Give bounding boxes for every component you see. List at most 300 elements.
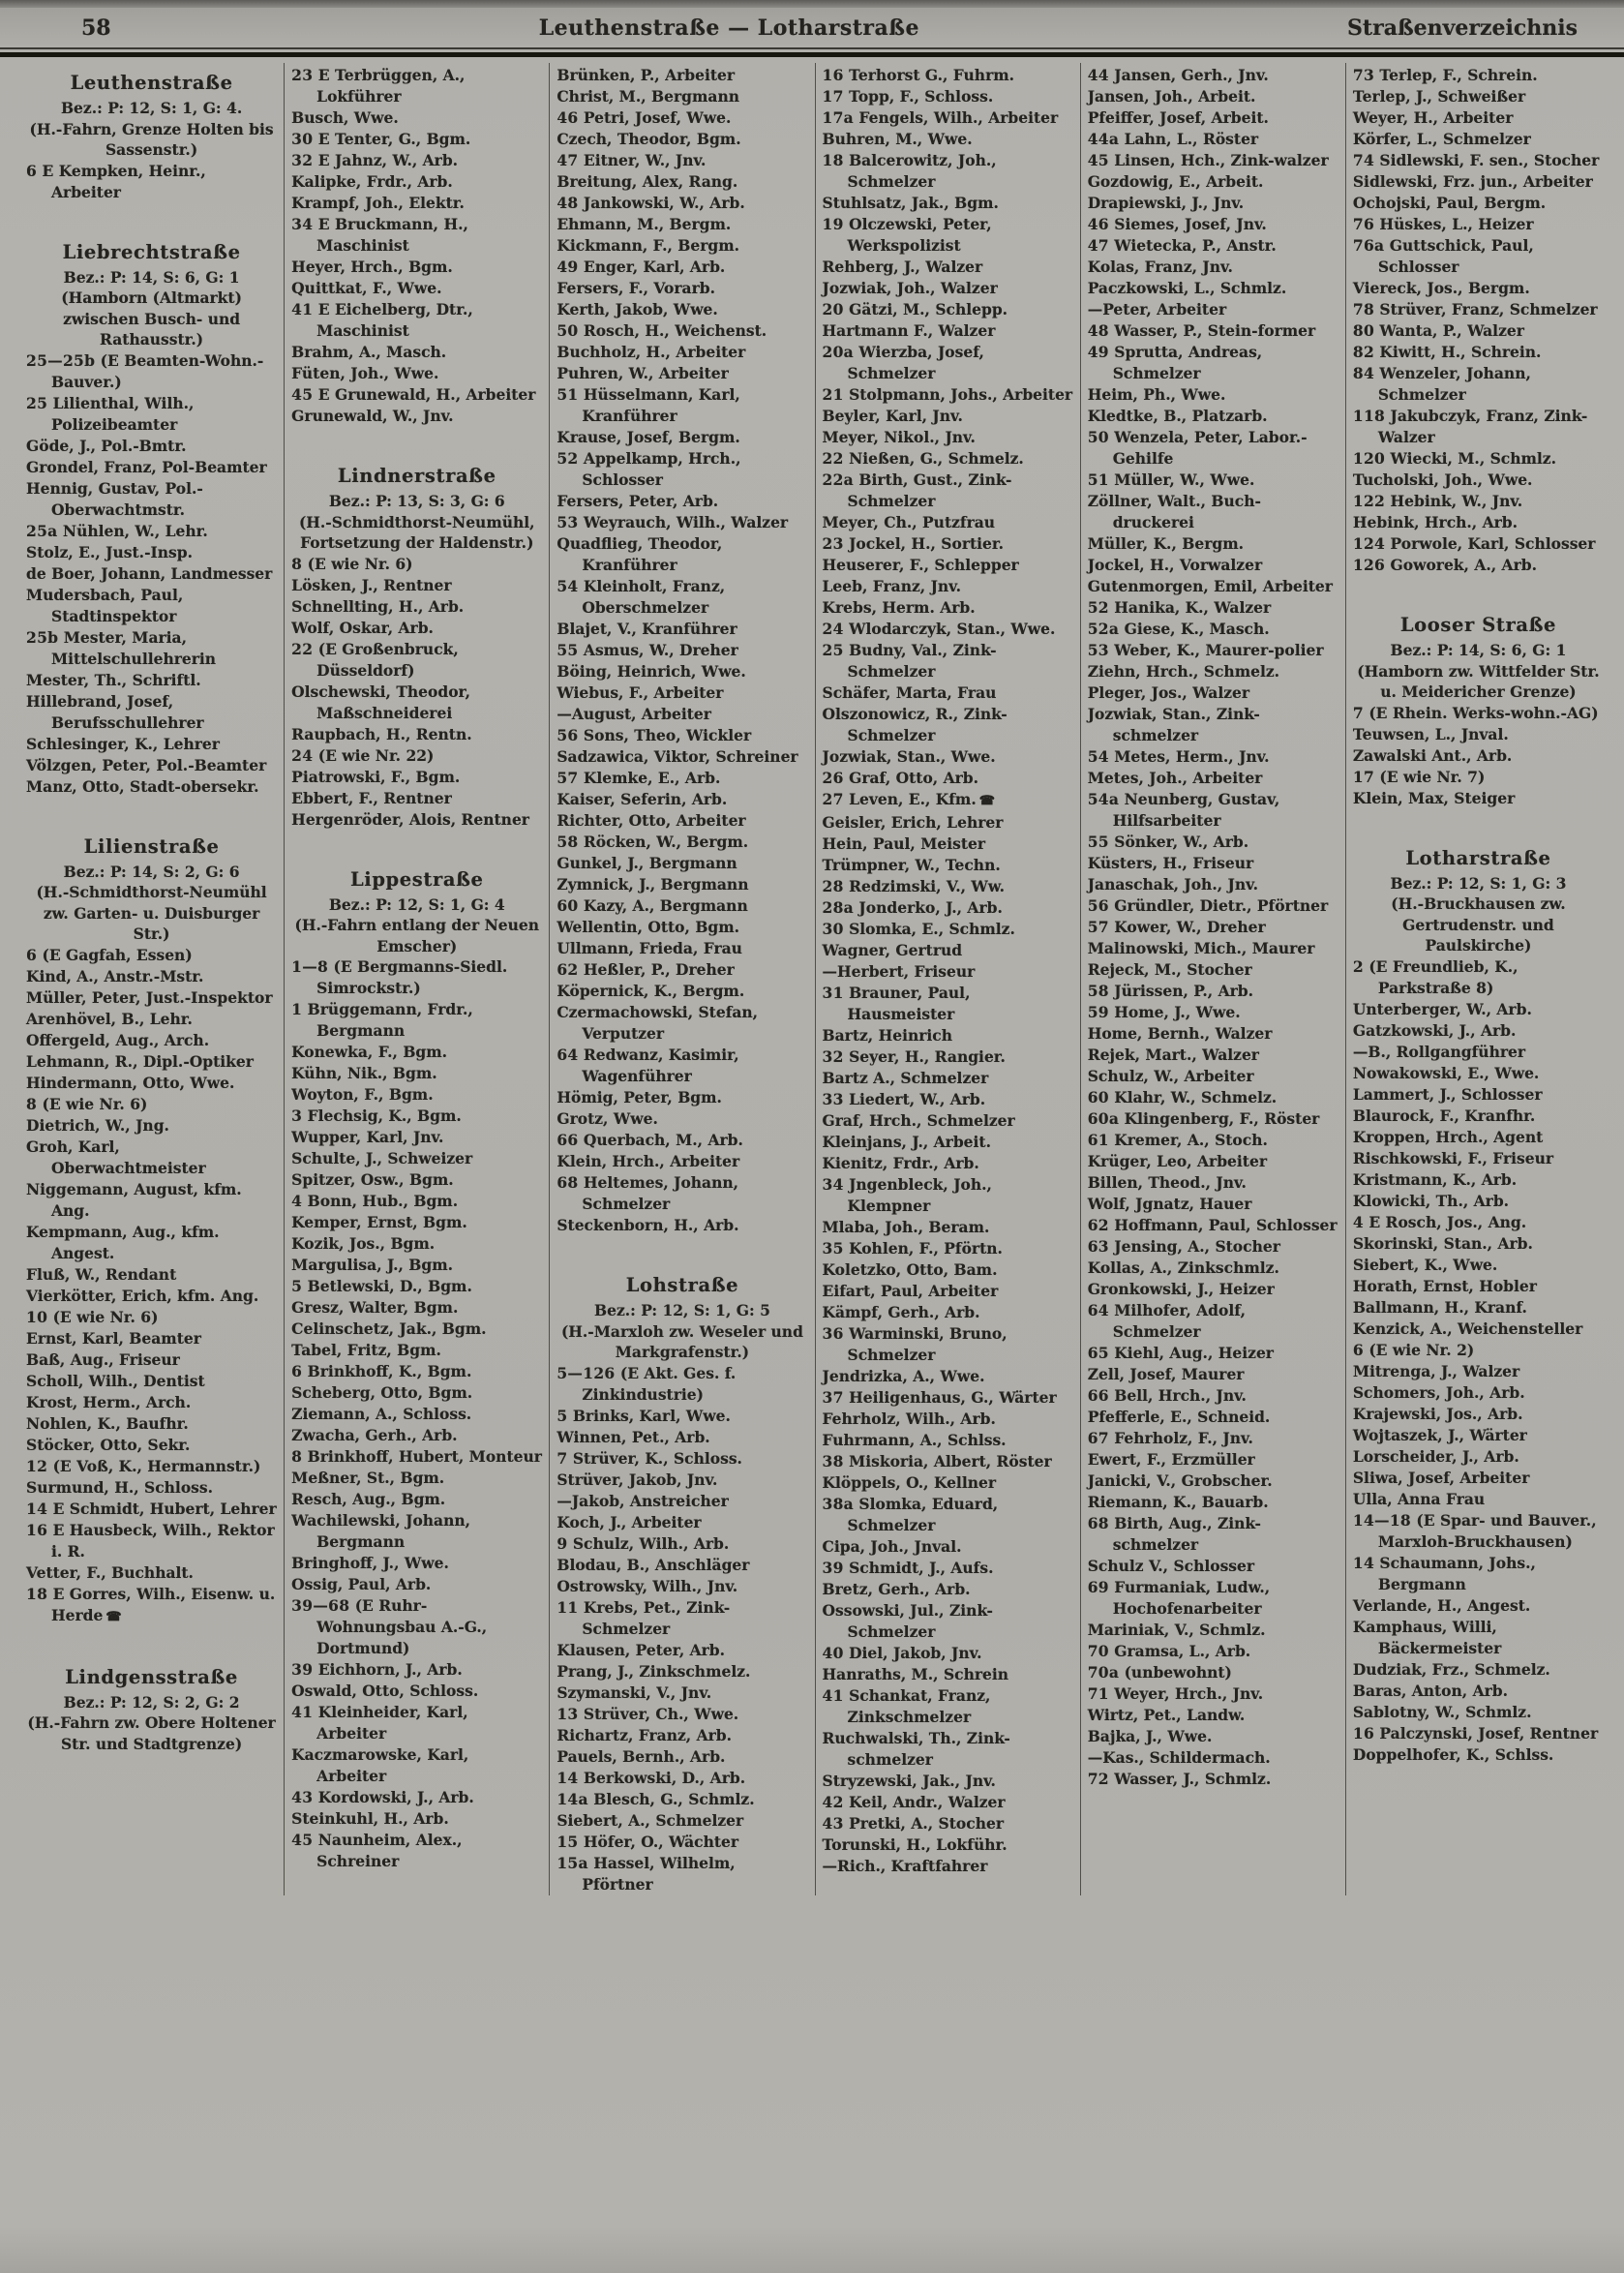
directory-entry: Böing, Heinrich, Wwe. bbox=[556, 662, 746, 681]
directory-entry: 14 Berkowski, D., Arb. bbox=[556, 1768, 746, 1787]
house-number: 60 bbox=[1087, 1088, 1109, 1106]
directory-entry: Olschewski, Theodor, Maßschneiderei bbox=[291, 682, 470, 722]
house-number: 6 bbox=[1352, 1340, 1364, 1359]
directory-entry: Kledtke, B., Platzarb. bbox=[1087, 407, 1268, 425]
house-number: 11 bbox=[556, 1597, 579, 1617]
directory-entry: 28a Jonderko, J., Arb. bbox=[822, 898, 1003, 917]
directory-entry: 6 Brinkhoff, K., Bgm. bbox=[291, 1362, 472, 1380]
district-info: (H.-Fahrn zw. Obere Holtener Str. und Stadtgrenze) bbox=[27, 1713, 276, 1753]
directory-entry: Heim, Ph., Wwe. bbox=[1087, 385, 1226, 404]
directory-entry: Gatzkowski, J., Arb. bbox=[1352, 1020, 1517, 1040]
house-number: 8 bbox=[291, 554, 303, 573]
district-info: Bez.: P: 14, S: 6, G: 1 bbox=[63, 267, 240, 287]
directory-entry: Gunkel, J., Bergmann bbox=[556, 854, 737, 872]
directory-entry: 84 Wenzeler, Johann, Schmelzer bbox=[1352, 364, 1531, 404]
house-number: 14 bbox=[26, 1499, 48, 1518]
directory-entry: Bajka, J., Wwe. bbox=[1087, 1727, 1213, 1745]
directory-entry: Kolas, Franz, Jnv. bbox=[1087, 258, 1233, 276]
directory-entry: Mitrenga, J., Walzer bbox=[1352, 1361, 1520, 1380]
house-number: 28 bbox=[822, 877, 844, 895]
house-number: 15a bbox=[556, 1853, 588, 1872]
directory-entry: Kemper, Ernst, Bgm. bbox=[291, 1213, 467, 1231]
directory-entry: Buhren, M., Wwe. bbox=[822, 130, 973, 148]
directory-entry: Lehmann, R., Dipl.-Optiker bbox=[26, 1051, 254, 1071]
house-number: 7 bbox=[556, 1448, 568, 1468]
directory-entry: Zawalski Ant., Arb. bbox=[1352, 745, 1513, 765]
directory-entry: Szymanski, V., Jnv. bbox=[556, 1682, 712, 1702]
house-number: 56 bbox=[556, 726, 579, 744]
directory-entry: 1 Brüggemann, Frdr., Bergmann bbox=[291, 1000, 473, 1040]
house-number: 74 bbox=[1352, 151, 1375, 169]
directory-entry: 55 Sönker, W., Arb. bbox=[1087, 833, 1249, 851]
directory-entry: 44a Lahn, L., Röster bbox=[1087, 130, 1259, 148]
directory-entry: 31 Brauner, Paul, Hausmeister bbox=[822, 984, 971, 1023]
directory-entry: Füten, Joh., Wwe. bbox=[291, 364, 439, 382]
column-container bbox=[0, 57, 1624, 1895]
directory-entry: Bartz A., Schmelzer bbox=[822, 1069, 989, 1087]
directory-entry: Geisler, Erich, Lehrer bbox=[822, 813, 1004, 832]
directory-entry: Fluß, W., Rendant bbox=[26, 1264, 177, 1284]
house-number: 34 bbox=[291, 215, 314, 233]
directory-entry: 17 Topp, F., Schloss. bbox=[822, 87, 994, 106]
directory-entry: Lösken, J., Rentner bbox=[291, 575, 452, 594]
house-number: 46 bbox=[1087, 215, 1109, 233]
directory-entry: Klausen, Peter, Arb. bbox=[556, 1640, 726, 1659]
house-number: 4 bbox=[291, 1192, 303, 1210]
directory-entry: 58 Röcken, W., Bergm. bbox=[556, 833, 749, 851]
directory-entry: 34 E Bruckmann, H., Maschinist bbox=[291, 215, 468, 255]
house-number: 50 bbox=[556, 321, 579, 340]
directory-entry: —B., Rollgangführer bbox=[1352, 1042, 1526, 1061]
district-info: (H.-Schmidthorst-Neumühl, Fortsetzung der Haldenstr.) bbox=[298, 512, 535, 552]
house-number: 30 bbox=[822, 920, 844, 938]
directory-entry: Wellentin, Otto, Bgm. bbox=[556, 918, 740, 936]
directory-entry: 36 Warminski, Bruno, Schmelzer bbox=[822, 1324, 1007, 1364]
house-number: 54a bbox=[1087, 790, 1120, 808]
directory-entry: 44 Jansen, Gerh., Jnv. bbox=[1087, 66, 1269, 84]
directory-entry: 33 Liedert, W., Arb. bbox=[822, 1090, 986, 1108]
directory-entry: 66 Querbach, M., Arb. bbox=[556, 1131, 743, 1149]
house-number: 14 bbox=[556, 1768, 579, 1787]
directory-entry: 58 Jürissen, P., Arb. bbox=[1087, 982, 1253, 1000]
house-number: 70 bbox=[1087, 1642, 1109, 1660]
house-number: 49 bbox=[1087, 343, 1109, 361]
house-number: 72 bbox=[1087, 1770, 1109, 1788]
directory-entry: 20a Wierzba, Josef, Schmelzer bbox=[822, 343, 984, 382]
section-gap bbox=[26, 1628, 277, 1659]
directory-entry: Zwacha, Gerh., Arb. bbox=[291, 1426, 458, 1444]
house-number: 8 bbox=[26, 1094, 38, 1113]
directory-entry: Buchholz, H., Arbeiter bbox=[556, 343, 746, 361]
house-number: 17 bbox=[1352, 767, 1375, 786]
directory-entry: Raupbach, H., Rentn. bbox=[291, 724, 472, 743]
directory-entry: Leeb, Franz, Jnv. bbox=[822, 577, 962, 595]
district-info: (H.-Fahrn entlang der Neuen Emscher) bbox=[294, 916, 540, 955]
directory-entry: Eifart, Paul, Arbeiter bbox=[822, 1282, 999, 1300]
house-number: 13 bbox=[556, 1704, 579, 1723]
directory-entry: Janaschak, Joh., Jnv. bbox=[1087, 875, 1258, 894]
house-number: 40 bbox=[822, 1644, 844, 1662]
directory-entry: 2 (E Freundlieb, K., Parkstraße 8) bbox=[1352, 956, 1519, 997]
directory-entry: 57 Kower, W., Dreher bbox=[1087, 918, 1266, 936]
directory-entry: Olszonowicz, R., Zink-Schmelzer bbox=[822, 705, 1007, 744]
directory-entry: Krost, Herm., Arch. bbox=[26, 1392, 192, 1411]
directory-entry: 4 E Rosch, Jos., Ang. bbox=[1352, 1212, 1527, 1231]
directory-entry: Kind, A., Anstr.-Mstr. bbox=[26, 966, 204, 985]
house-number: 3 bbox=[291, 1106, 303, 1125]
house-number: 60a bbox=[1087, 1109, 1120, 1128]
street-heading: Liebrechtstraße bbox=[62, 240, 241, 263]
house-number: 12 bbox=[26, 1456, 48, 1475]
directory-entry: —Kas., Schildermach. bbox=[1087, 1748, 1271, 1767]
directory-entry: Ballmann, H., Kranf. bbox=[1352, 1297, 1527, 1317]
house-number: 18 bbox=[822, 151, 844, 169]
house-number: 52a bbox=[1087, 620, 1120, 638]
house-number: 16 bbox=[1352, 1723, 1375, 1743]
directory-entry: Grondel, Franz, Pol-Beamter bbox=[26, 457, 267, 476]
directory-entry: Mester, Th., Schriftl. bbox=[26, 670, 201, 689]
directory-entry: 124 Porwole, Karl, Schlosser bbox=[1352, 534, 1596, 553]
house-number: 61 bbox=[1087, 1131, 1109, 1149]
house-number: 5 bbox=[291, 1277, 303, 1295]
house-number: 70a bbox=[1087, 1663, 1120, 1682]
directory-entry: 51 Hüsselmann, Karl, Kranführer bbox=[556, 385, 740, 425]
directory-entry: Koch, J., Arbeiter bbox=[556, 1512, 702, 1531]
house-number: 7 bbox=[1352, 703, 1364, 722]
directory-entry: —Jakob, Anstreicher bbox=[556, 1491, 729, 1510]
house-number: 25a bbox=[26, 521, 58, 540]
house-number: 62 bbox=[556, 960, 579, 979]
directory-entry: 61 Kremer, A., Stoch. bbox=[1087, 1131, 1268, 1149]
house-number: 25 bbox=[822, 641, 844, 659]
directory-entry: Meyer, Ch., Putzfrau bbox=[822, 513, 996, 531]
scan-edge bbox=[0, 0, 1624, 8]
house-number: 18 bbox=[26, 1584, 48, 1603]
directory-entry: Koletzko, Otto, Bam. bbox=[822, 1260, 998, 1279]
directory-entry: 67 Fehrholz, F., Jnv. bbox=[1087, 1429, 1253, 1447]
house-number: 48 bbox=[1087, 321, 1109, 340]
directory-entry: Kleinjans, J., Arbeit. bbox=[822, 1133, 991, 1151]
directory-entry: Wolf, Jgnatz, Hauer bbox=[1087, 1195, 1252, 1213]
house-number: 71 bbox=[1087, 1684, 1109, 1703]
page-number: 58 bbox=[81, 15, 111, 41]
house-number: 52 bbox=[556, 449, 579, 468]
directory-entry: 38 Miskoria, Albert, Röster bbox=[822, 1452, 1052, 1470]
directory-entry: 20 Gätzi, M., Schlepp. bbox=[822, 300, 1008, 318]
directory-entry: 27 Leven, E., Kfm. ☎ bbox=[822, 790, 995, 808]
street-heading: Lippestraße bbox=[350, 867, 484, 891]
directory-entry: Hanraths, M., Schrein bbox=[822, 1665, 1009, 1683]
directory-entry: 28 Redzimski, V., Ww. bbox=[822, 877, 1005, 895]
house-number: 36 bbox=[822, 1324, 844, 1343]
directory-entry: Hindermann, Otto, Wwe. bbox=[26, 1073, 235, 1092]
directory-entry: Gronkowski, J., Heizer bbox=[1087, 1280, 1275, 1298]
directory-entry: 16 Terhorst G., Fuhrm. bbox=[822, 66, 1015, 84]
directory-entry: Kalipke, Frdr., Arb. bbox=[291, 172, 453, 191]
directory-entry: 40 Diel, Jakob, Jnv. bbox=[822, 1644, 982, 1662]
directory-entry: 22 Nießen, G., Schmelz. bbox=[822, 449, 1024, 468]
section-gap bbox=[1353, 576, 1604, 607]
directory-entry: 7 Strüver, K., Schloss. bbox=[556, 1448, 742, 1468]
district-info: (H.-Fahrn, Grenze Holten bis Sassenstr.) bbox=[29, 119, 274, 159]
directory-entry: 65 Kiehl, Aug., Heizer bbox=[1087, 1344, 1274, 1362]
directory-entry: 41 E Eichelberg, Dtr., Maschinist bbox=[291, 300, 473, 340]
directory-entry: Schulz V., Schlosser bbox=[1087, 1557, 1255, 1575]
house-number: 57 bbox=[1087, 918, 1109, 936]
directory-entry: Mlaba, Joh., Beram. bbox=[822, 1218, 990, 1236]
directory-entry: Wirtz, Pet., Landw. bbox=[1087, 1706, 1246, 1724]
directory-entry: 22 (E Großenbruck, Düsseldorf) bbox=[291, 639, 459, 680]
directory-entry: 43 Kordowski, J., Arb. bbox=[291, 1788, 474, 1806]
house-number: 32 bbox=[822, 1047, 844, 1066]
directory-entry: 82 Kiwitt, H., Schrein. bbox=[1352, 343, 1542, 361]
directory-entry: 62 Hoffmann, Paul, Schlosser bbox=[1087, 1216, 1338, 1234]
directory-entry: 1—8 (E Bergmanns-Siedl. Simrockstr.) bbox=[291, 957, 508, 997]
directory-entry: Quittkat, F., Wwe. bbox=[291, 279, 442, 297]
directory-entry: 16 E Hausbeck, Wilh., Rektor i. R. bbox=[26, 1520, 275, 1561]
directory-entry: 6 (E wie Nr. 2) bbox=[1352, 1340, 1475, 1359]
directory-entry: Dietrich, W., Jng. bbox=[26, 1115, 169, 1135]
directory-entry: Pfefferle, E., Schneid. bbox=[1087, 1408, 1271, 1426]
house-number: 63 bbox=[1087, 1237, 1109, 1256]
house-number: 28a bbox=[822, 898, 855, 917]
header-rule-thin bbox=[0, 47, 1624, 49]
directory-entry: Jozwiak, Stan., Zink-schmelzer bbox=[1087, 705, 1260, 744]
directory-entry: Sadzawica, Viktor, Schreiner bbox=[556, 747, 798, 766]
district-info: Bez.: P: 12, S: 1, G: 4 bbox=[328, 894, 505, 914]
house-number: 25—25b bbox=[26, 350, 96, 370]
house-number: 38 bbox=[822, 1452, 844, 1470]
directory-entry: Ruchwalski, Th., Zink-schmelzer bbox=[822, 1729, 1010, 1769]
house-number: 54 bbox=[1087, 747, 1109, 766]
house-number: 59 bbox=[1087, 1003, 1109, 1021]
directory-entry: Grunewald, W., Jnv. bbox=[291, 407, 454, 425]
directory-entry: Richartz, Franz, Arb. bbox=[556, 1725, 733, 1744]
directory-entry: 24 (E wie Nr. 22) bbox=[291, 745, 435, 765]
directory-entry: Völzgen, Peter, Pol.-Beamter bbox=[26, 755, 267, 774]
house-number: 54 bbox=[556, 577, 579, 595]
directory-entry: Fersers, F., Vorarb. bbox=[556, 279, 715, 297]
house-number: 76 bbox=[1352, 215, 1375, 233]
directory-entry: 42 Keil, Andr., Walzer bbox=[822, 1793, 1006, 1811]
directory-entry: 38a Slomka, Eduard, Schmelzer bbox=[822, 1495, 999, 1534]
directory-entry: Wojtaszek, J., Wärter bbox=[1352, 1425, 1527, 1444]
directory-entry: Blodau, B., Anschläger bbox=[556, 1555, 750, 1574]
house-number: 51 bbox=[1087, 470, 1109, 489]
directory-entry: Ostrowsky, Wilh., Jnv. bbox=[556, 1576, 738, 1595]
directory-entry: 15a Hassel, Wilhelm, Pförtner bbox=[556, 1853, 736, 1894]
section-gap bbox=[26, 798, 277, 829]
directory-entry: Rehberg, J., Walzer bbox=[822, 258, 983, 276]
directory-entry: Janicki, V., Grobscher. bbox=[1087, 1471, 1273, 1490]
directory-entry: 70a (unbewohnt) bbox=[1087, 1663, 1232, 1682]
directory-entry: 25a Nühlen, W., Lehr. bbox=[26, 521, 208, 540]
directory-entry: 4 Bonn, Hub., Bgm. bbox=[291, 1192, 459, 1210]
directory-entry: 16 Palczynski, Josef, Rentner bbox=[1352, 1723, 1599, 1743]
directory-entry: Drapiewski, J., Jnv. bbox=[1087, 194, 1245, 212]
house-number: 14a bbox=[556, 1789, 588, 1808]
directory-entry: Czermachowski, Stefan, Verputzer bbox=[556, 1003, 759, 1043]
directory-entry: 30 Slomka, E., Schmlz. bbox=[822, 920, 1015, 938]
house-number: 39 bbox=[291, 1660, 314, 1679]
directory-entry: Kroppen, Hrch., Agent bbox=[1352, 1127, 1544, 1146]
directory-entry: 72 Wasser, J., Schmlz. bbox=[1087, 1770, 1272, 1788]
directory-entry: 34 Jngenbleck, Joh., Klempner bbox=[822, 1175, 992, 1215]
directory-entry: Nohlen, K., Baufhr. bbox=[26, 1413, 189, 1433]
directory-entry: 74 Sidlewski, F. sen., Stocher bbox=[1352, 151, 1600, 169]
directory-entry: 60 Kazy, A., Bergmann bbox=[556, 896, 748, 915]
directory-entry: Fuhrmann, A., Schlss. bbox=[822, 1431, 1007, 1449]
directory-entry: Piatrowski, F., Bgm. bbox=[291, 767, 461, 786]
directory-entry: Stöcker, Otto, Sekr. bbox=[26, 1435, 191, 1454]
house-number: 1 bbox=[291, 1000, 303, 1018]
directory-entry: Jozwiak, Joh., Walzer bbox=[822, 279, 998, 297]
directory-entry: 30 E Tenter, G., Bgm. bbox=[291, 130, 471, 148]
district-info: Bez.: P: 14, S: 2, G: 6 bbox=[63, 862, 240, 881]
directory-entry: Malinowski, Mich., Maurer bbox=[1087, 939, 1315, 957]
house-number: 58 bbox=[556, 833, 579, 851]
directory-entry: Kienitz, Frdr., Arb. bbox=[822, 1154, 979, 1172]
house-number: 69 bbox=[1087, 1578, 1109, 1596]
directory-entry: 50 Rosch, H., Weichenst. bbox=[556, 321, 767, 340]
page-title: Leuthenstraße — Lotharstraße bbox=[538, 15, 919, 41]
directory-entry: Siebert, K., Wwe. bbox=[1352, 1255, 1498, 1274]
directory-entry: Breitung, Alex, Rang. bbox=[556, 172, 738, 191]
directory-entry: 39 Schmidt, J., Aufs. bbox=[822, 1559, 994, 1577]
directory-entry: Cipa, Joh., Jnval. bbox=[822, 1537, 962, 1556]
directory-entry: Christ, M., Bergmann bbox=[556, 87, 739, 106]
house-number: 10 bbox=[26, 1307, 48, 1326]
directory-entry: 78 Strüver, Franz, Schmelzer bbox=[1352, 300, 1598, 318]
directory-entry: Müller, K., Bergm. bbox=[1087, 534, 1245, 553]
house-number: 6 bbox=[26, 945, 38, 964]
directory-entry: —Rich., Kraftfahrer bbox=[822, 1857, 988, 1875]
directory-entry: Zymnick, J., Bergmann bbox=[556, 875, 749, 894]
house-number: 20 bbox=[822, 300, 844, 318]
directory-entry: Hein, Paul, Meister bbox=[822, 834, 986, 853]
directory-entry: Viereck, Jos., Bergm. bbox=[1352, 279, 1530, 297]
house-number: 16 bbox=[26, 1520, 48, 1539]
directory-entry: 54a Neunberg, Gustav, Hilfsarbeiter bbox=[1087, 790, 1280, 830]
directory-entry: Kaczmarowske, Karl, Arbeiter bbox=[291, 1745, 469, 1785]
section-gap bbox=[291, 831, 542, 862]
directory-entry: Skorinski, Stan., Arb. bbox=[1352, 1233, 1533, 1253]
directory-entry: Wupper, Karl, Jnv. bbox=[291, 1128, 444, 1146]
directory-entry: 53 Weber, K., Maurer-polier bbox=[1087, 641, 1324, 659]
directory-entry: 69 Furmaniak, Ludw., Hochofenarbeiter bbox=[1087, 1578, 1271, 1618]
directory-entry: 14a Blesch, G., Schmlz. bbox=[556, 1789, 755, 1808]
directory-entry: Puhren, W., Arbeiter bbox=[556, 364, 729, 382]
house-number: 118 bbox=[1352, 407, 1386, 425]
directory-entry: Kerth, Jakob, Wwe. bbox=[556, 300, 718, 318]
directory-entry: 39 Eichhorn, J., Arb. bbox=[291, 1660, 463, 1679]
directory-entry: 32 Seyer, H., Rangier. bbox=[822, 1047, 1006, 1066]
street-heading: Lilienstraße bbox=[83, 834, 220, 858]
directory-entry: 45 Naunheim, Alex., Schreiner bbox=[291, 1831, 463, 1870]
directory-entry: Schulz, W., Arbeiter bbox=[1087, 1067, 1254, 1085]
house-number: 68 bbox=[1087, 1514, 1109, 1532]
directory-entry: 41 Kleinheider, Karl, Arbeiter bbox=[291, 1703, 468, 1743]
house-number: 122 bbox=[1352, 492, 1386, 510]
directory-entry: 39—68 (E Ruhr-Wohnungsbau A.-G., Dortmund) bbox=[291, 1596, 488, 1657]
directory-entry: Torunski, H., Lokführ. bbox=[822, 1835, 1007, 1854]
directory-entry: Surmund, H., Schloss. bbox=[26, 1477, 214, 1497]
directory-entry: Vetter, F., Buchhalt. bbox=[26, 1562, 194, 1582]
directory-entry: Beyler, Karl, Jnv. bbox=[822, 407, 963, 425]
house-number: 17 bbox=[822, 87, 844, 106]
house-number: 80 bbox=[1352, 321, 1375, 340]
directory-entry: 49 Sprutta, Andreas, Schmelzer bbox=[1087, 343, 1263, 382]
directory-entry: 21 Stolpmann, Johs., Arbeiter bbox=[822, 385, 1073, 404]
directory-entry: —Herbert, Friseur bbox=[822, 962, 976, 981]
district-info: (Hamborn zw. Wittfelder Str. u. Meidericher Grenze) bbox=[1357, 661, 1600, 701]
directory-entry: Konewka, F., Bgm. bbox=[291, 1043, 448, 1061]
directory-entry: 8 Brinkhoff, Hubert, Monteur bbox=[291, 1447, 542, 1466]
column-3 bbox=[549, 63, 814, 1895]
directory-entry: Horath, Ernst, Hobler bbox=[1352, 1276, 1537, 1295]
directory-entry: Grotz, Wwe. bbox=[556, 1109, 658, 1128]
house-number: 126 bbox=[1352, 556, 1386, 574]
directory-entry: Ehmann, M., Bergm. bbox=[556, 215, 732, 233]
directory-entry: Stuhlsatz, Jak., Bgm. bbox=[822, 194, 999, 212]
directory-entry: Gutenmorgen, Emil, Arbeiter bbox=[1087, 577, 1333, 595]
column-2 bbox=[284, 63, 549, 1895]
directory-entry: 9 Schulz, Wilh., Arb. bbox=[556, 1533, 730, 1553]
directory-entry: 45 E Grunewald, H., Arbeiter bbox=[291, 385, 536, 404]
directory-entry: 7 (E Rhein. Werks-wohn.-AG) bbox=[1352, 703, 1599, 722]
house-number: 14—18 bbox=[1352, 1510, 1411, 1530]
directory-entry: Metes, Joh., Arbeiter bbox=[1087, 769, 1263, 787]
directory-entry: Schomers, Joh., Arb. bbox=[1352, 1382, 1525, 1402]
directory-entry: Unterberger, W., Arb. bbox=[1352, 999, 1532, 1018]
directory-entry: Ziemann, A., Schloss. bbox=[291, 1405, 472, 1423]
house-number: 64 bbox=[1087, 1301, 1109, 1319]
directory-entry: Sliwa, Josef, Arbeiter bbox=[1352, 1468, 1530, 1487]
directory-entry: Klein, Hrch., Arbeiter bbox=[556, 1152, 740, 1170]
directory-entry: Resch, Aug., Bgm. bbox=[291, 1490, 446, 1508]
house-number: 64 bbox=[556, 1046, 579, 1064]
house-number: 41 bbox=[822, 1686, 844, 1705]
district-info: Bez.: P: 12, S: 1, G: 3 bbox=[1390, 873, 1567, 893]
directory-entry: Kämpf, Gerh., Arb. bbox=[822, 1303, 980, 1321]
directory-entry: 46 Petri, Josef, Wwe. bbox=[556, 108, 732, 127]
directory-entry: Quadflieg, Theodor, Kranführer bbox=[556, 534, 723, 574]
directory-entry: Trümpner, W., Techn. bbox=[822, 856, 1001, 874]
directory-entry: Ebbert, F., Rentner bbox=[291, 788, 452, 807]
directory-entry: —Peter, Arbeiter bbox=[1087, 300, 1227, 318]
directory-entry: 6 (E Gagfah, Essen) bbox=[26, 945, 193, 964]
house-number: 34 bbox=[822, 1175, 844, 1194]
directory-entry: Richter, Otto, Arbeiter bbox=[556, 811, 746, 830]
district-info: Bez.: P: 12, S: 1, G: 4. bbox=[60, 99, 243, 117]
house-number: 15 bbox=[556, 1832, 579, 1851]
directory-entry: Groh, Karl, Oberwachtmeister bbox=[26, 1136, 206, 1177]
house-number: 27 bbox=[822, 790, 844, 808]
directory-entry: 18 Balcerowitz, Joh., Schmelzer bbox=[822, 151, 997, 191]
house-number: 8 bbox=[291, 1447, 303, 1466]
house-number: 84 bbox=[1352, 364, 1375, 382]
directory-entry: Czech, Theodor, Bgm. bbox=[556, 130, 741, 148]
directory-entry: 14 E Schmidt, Hubert, Lehrer bbox=[26, 1499, 277, 1518]
directory-entry: 76 Hüskes, L., Heizer bbox=[1352, 215, 1534, 233]
house-number: 50 bbox=[1087, 428, 1109, 446]
house-number: 25 bbox=[26, 393, 48, 412]
house-number: 44a bbox=[1087, 130, 1120, 148]
directory-entry: 71 Weyer, Hrch., Jnv. bbox=[1087, 1684, 1264, 1703]
directory-entry: 68 Birth, Aug., Zink-schmelzer bbox=[1087, 1514, 1261, 1554]
directory-entry: Wolf, Oskar, Arb. bbox=[291, 618, 434, 637]
house-number: 73 bbox=[1352, 66, 1375, 84]
